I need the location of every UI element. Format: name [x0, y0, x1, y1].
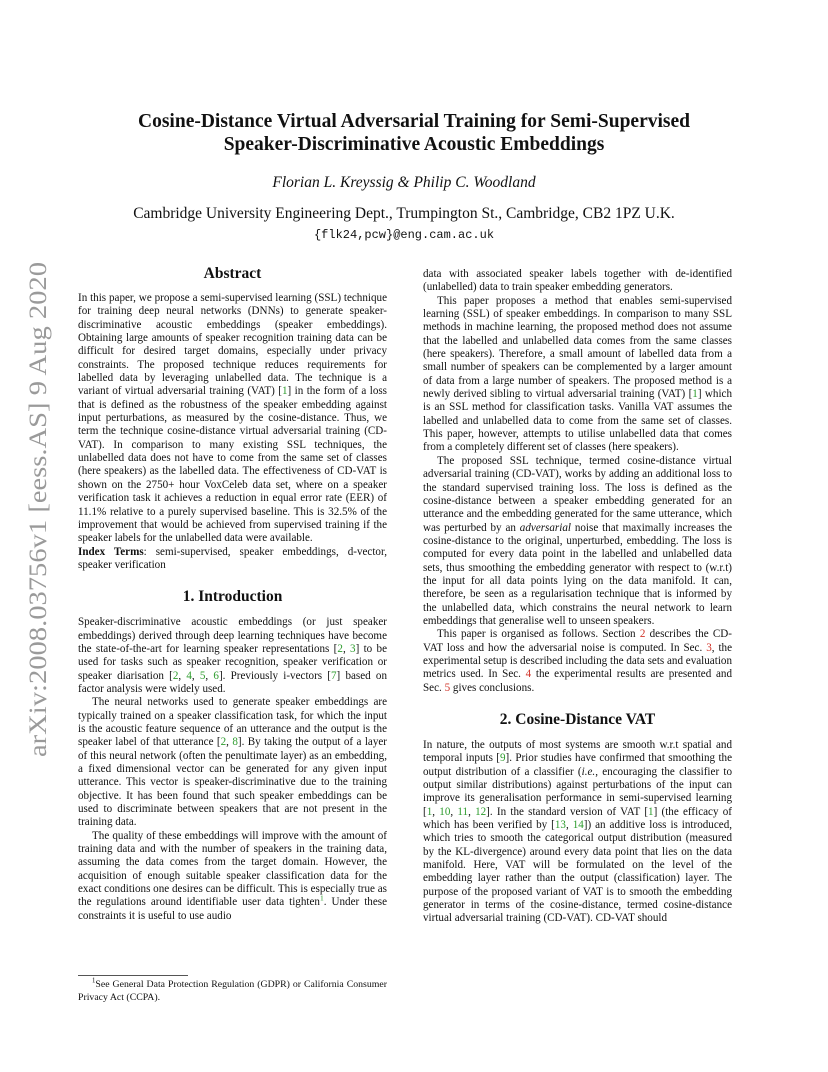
citation-link[interactable]: 14: [572, 819, 584, 832]
section2-paragraph-1: In nature, the outputs of most systems are smooth w.r.t spatial and temporal inputs [9]. Prior studies have confirmed that smoothing the output distribution of a classifier (i.e., encouraging the classifier to output similar distributions) against perturbations of the input can improve its generalisation performance in semi-supervised learning [1, 10, 11, 12]. In the standard version of VAT [1] (the efficacy of which has been verified by [13, 14]) an additive loss is introduced, which tries to smooth the categorical output distribution (measured by the KL-divergence) around every data point that lies on the data manifold. Here, VAT will be formulated on the level of the embedding layer rather than the output (classification) layer. The purpose of the proposed variant of VAT is to smooth the embedding generator in terms of the cosine-distance, termed cosine-distance virtual adversarial training (CD-VAT). CD-VAT should: [423, 739, 733, 925]
citation-link[interactable]: 8: [232, 736, 238, 749]
right-paragraph-3: This paper is organised as follows. Section 2 describes the CD-VAT loss and how the adversarial noise is computed. In Sec. 3, the experimental setup is described including the data sets and evaluation metrics used. In Sec. 4 the experimental results are presented and Sec. 5 gives conclusions.: [423, 628, 732, 694]
section-link[interactable]: 3: [706, 641, 712, 654]
intro-heading: 1. Introduction: [182, 588, 283, 606]
authors: Florian L. Kreyssig & Philip C. Woodland: [272, 174, 536, 191]
citation-link[interactable]: 10: [439, 805, 451, 818]
citation-link[interactable]: 1: [426, 805, 433, 818]
citation-link[interactable]: 12: [475, 805, 487, 818]
citation-link[interactable]: 1: [648, 805, 654, 818]
section-link[interactable]: 5: [444, 681, 451, 694]
index-terms-label: Index Terms: [78, 545, 144, 558]
paper-title: [100, 110, 728, 156]
title-line-1: Cosine-Distance Virtual Adversarial Training for Semi-Supervised: [138, 111, 690, 132]
right-paragraph-2: The proposed SSL technique, termed cosine-distance virtual adversarial training (CD-VAT), works by adding an additional loss to the standard supervised training loss. The loss is defined as the cosine-distance between a speaker embedding generated for an utterance and the embedding generated for the same utterance, which was perturbed by an adversarial noise that maximally increases the cosine-distance to the original, unperturbed, embedding. The loss is computed for every data point in the labelled and unlabelled data sets, thus smoothing the embedding generator with respect to (w.r.t) the input for all data points lying on the data manifold. It can, therefore, be seen as a regularisation technique that is informed by the unlabelled data, which constrains the neural network to learn embeddings that generalise well to unseen speakers.: [423, 454, 732, 627]
footnote-rule: [78, 975, 188, 976]
citation-link[interactable]: 5: [199, 669, 206, 682]
citation-link[interactable]: 1: [692, 388, 698, 401]
right-column: [423, 268, 732, 926]
citation-link[interactable]: 3: [350, 642, 356, 655]
intro-paragraph-1: Speaker-discriminative acoustic embeddings (or just speaker embeddings) derived through deep learning techniques have become the state-of-the-art for learning speaker representations [2, 3] to be used for tasks such as speaker recognition, speaker verification or speaker diarisation [2, 4, 5, 6]. Previously i-vectors [7] based on factor analysis were widely used.: [78, 616, 388, 695]
footnote-text: See General Data Protection Regulation (GDPR) or California Consumer Privacy Act (CCPA).: [78, 979, 387, 1003]
section-link[interactable]: 4: [525, 668, 532, 681]
citation-link[interactable]: 13: [554, 819, 566, 832]
footnote: [78, 979, 387, 1004]
footnote-link[interactable]: 1: [319, 893, 324, 903]
affiliation: Cambridge University Engineering Dept., Trumpington St., Cambridge, CB2 1PZ U.K.: [133, 205, 675, 222]
citation-link[interactable]: 11: [457, 805, 469, 818]
arxiv-stamp: [16, 252, 56, 762]
citation-link[interactable]: 2: [220, 736, 227, 749]
citation-link[interactable]: 4: [186, 669, 192, 682]
index-terms: Index Terms: semi-supervised, speaker embeddings, d-vector, speaker verification: [78, 545, 387, 571]
arxiv-stamp-text: arXiv:2008.03756v1 [eess.AS] 9 Aug 2020: [25, 323, 52, 757]
abstract-heading: Abstract: [203, 265, 262, 282]
citation-link[interactable]: 1: [281, 385, 288, 398]
citation-link[interactable]: 6: [213, 669, 219, 682]
section-link[interactable]: 2: [639, 628, 646, 641]
left-column: [78, 265, 387, 923]
citation-link[interactable]: 2: [337, 642, 343, 655]
citation-link[interactable]: 7: [331, 669, 337, 682]
citation-link[interactable]: 2: [172, 669, 179, 682]
right-paragraph-0: data with associated speaker labels together with de-identified (unlabelled) data to train speaker embedding generators.: [423, 268, 732, 294]
intro-paragraph-2: The neural networks used to generate speaker embeddings are typically trained on a speaker classification task, for which the input is the acoustic feature sequence of an utterance and the output is the speaker label of that utterance [2, 8]. By taking the output of a layer of this neural network (often the penultimate layer) as an embedding, a fixed dimensional vector can be generated for any given input utterance. This vector is speaker-discriminative due to the training objective. It has been found that such speaker embeddings can be used to discriminate between speakers that are not present in the training data.: [78, 696, 387, 829]
section2-heading: 2. Cosine-Distance VAT: [499, 711, 656, 728]
right-paragraph-1: This paper proposes a method that enables semi-supervised learning (SSL) of speaker embeddings. In comparison to many SSL methods in machine learning, the proposed method does not assume that the labelled and unlabelled data comes from the same classes (here speakers). Therefore, a small amount of labelled data from a small number of speakers can be complemented by a larger amount of data from a large number of speakers. The proposed method is a newly derived sibling to virtual adversarial training (VAT) [1] which is an SSL method for classification tasks. Vanilla VAT assumes the labelled and unlabelled data to come from the same set of classes. This paper, however, attempts to utilise unlabelled data that comes from a completely different set of classes (here speakers).: [423, 294, 732, 454]
email: {flk24,pcw}@eng.cam.ac.uk: [313, 228, 495, 242]
intro-paragraph-3: The quality of these embeddings will improve with the amount of training data and with the number of speakers in the training data, assuming the data comes from the target domain. However, the acquisition of enough suitable speaker classification data for the exact conditions one desires can be difficult. This is especially true as the regulations around identifiable user data tighten$^1$. Under these constraints it is useful to use audio: [78, 829, 387, 922]
abstract-text: In this paper, we propose a semi-supervised learning (SSL) technique for training deep neural networks (DNNs) to generate speaker-discriminative acoustic embeddings (speaker embeddings). Obtaining large amounts of speaker recognition training data can be difficult for desired target domains, especially under privacy constraints. The proposed technique reduces requirements for labelled data by leveraging unlabelled data. The technique is a variant of virtual adversarial training (VAT) [1] in the form of a loss that is defined as the robustness of the speaker embedding against input perturbations, as measured by the cosine-distance. Thus, we term the technique cosine-distance virtual adversarial training (CD-VAT). In comparison to many existing SSL techniques, the unlabelled data does not have to come from the same set of classes (here speakers) as the labelled data. The effectiveness of CD-VAT is shown on the 2750+ hour VoxCeleb data set, where on a speaker verification task it achieves a reduction in equal error rate (EER) of 11.1% relative to a purely supervised baseline. This is 32.5% of the improvement that would be achieved from supervised training if the speaker labels for the unlabelled data were available.: [78, 292, 387, 545]
citation-link[interactable]: 9: [499, 752, 506, 765]
footnote-mark: 1: [92, 977, 96, 985]
title-line-2: Speaker-Discriminative Acoustic Embeddings: [223, 134, 605, 155]
